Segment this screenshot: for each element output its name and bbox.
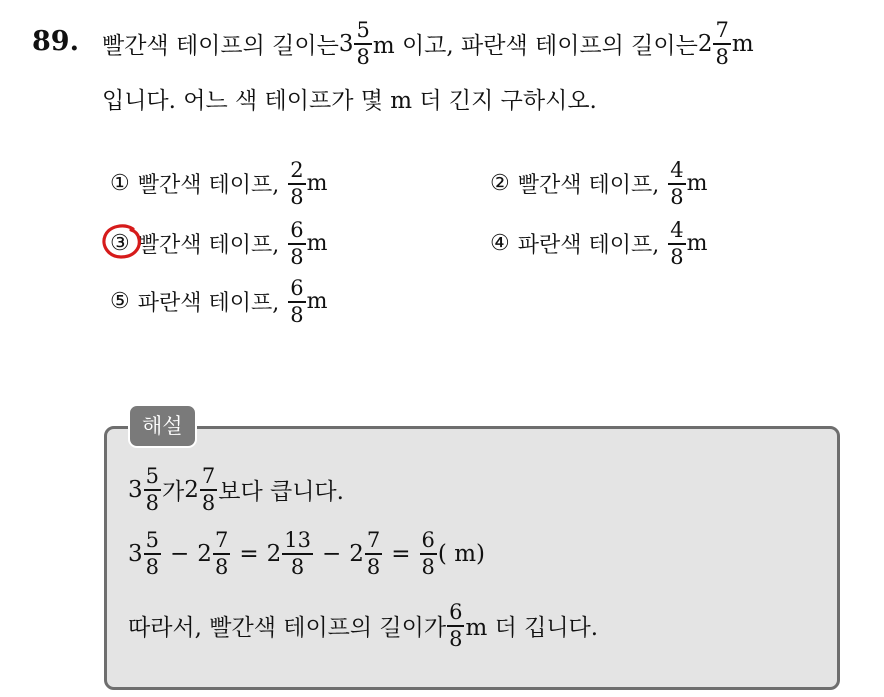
option-marker: ④	[490, 231, 510, 257]
option-fraction	[288, 220, 305, 268]
denominator: 8	[290, 554, 305, 579]
mixed-fraction	[365, 530, 382, 578]
solution-line-2	[128, 530, 485, 578]
numerator: 7	[214, 528, 229, 552]
result-fraction	[420, 530, 437, 578]
denominator: 8	[356, 44, 370, 69]
option-unit: m	[686, 171, 708, 197]
option-label: 파란색 테이프,	[137, 291, 280, 317]
numerator: 6	[290, 218, 304, 242]
option-unit: m	[306, 289, 328, 315]
denominator: 8	[715, 44, 729, 69]
option-fraction	[668, 220, 685, 268]
numerator: 5	[145, 464, 160, 488]
numerator: 6	[290, 276, 304, 300]
numerator: 7	[201, 464, 216, 488]
minus-sign: −	[321, 540, 342, 567]
option-label: 파란색 테이프,	[517, 233, 660, 259]
mixed-fraction	[144, 466, 161, 514]
answer-circle-mark	[100, 222, 146, 262]
denominator: 8	[421, 554, 435, 579]
red-length-whole: 3	[338, 30, 354, 57]
mixed-fraction	[213, 530, 230, 578]
option-unit: m	[306, 171, 328, 197]
numerator: 13	[284, 528, 311, 552]
option-label: 빨간색 테이프,	[517, 173, 660, 199]
mixed-whole: 2	[197, 540, 212, 567]
option-marker: ③	[110, 231, 130, 257]
option-label: 빨간색 테이프,	[137, 233, 280, 259]
option-fraction	[288, 160, 305, 208]
solution-tag: 해설	[128, 404, 197, 448]
mixed-whole: 3	[128, 540, 143, 567]
mixed-whole: 2	[349, 540, 364, 567]
numerator: 4	[670, 218, 684, 242]
question-text: m 이고, 파란색 테이프의 길이는	[372, 33, 698, 60]
equals-sign: =	[239, 540, 259, 567]
question-line-2: 입니다. 어느 색 테이프가 몇 m 더 긴지 구하시오.	[102, 88, 597, 114]
solution-line-3	[128, 602, 598, 650]
numerator: 7	[366, 528, 381, 552]
solution-text: 따라서, 빨간색 테이프의 길이가	[128, 615, 447, 642]
minus-sign: −	[170, 540, 190, 567]
option-2[interactable]	[490, 160, 707, 208]
mixed-whole: 2	[266, 540, 282, 567]
denominator: 8	[670, 244, 684, 269]
denominator: 8	[290, 184, 304, 209]
option-marker: ⑤	[110, 289, 130, 315]
mixed-whole: 3	[128, 476, 143, 503]
option-label: 빨간색 테이프,	[137, 173, 280, 199]
question-text: 빨간색 테이프의 길이는	[102, 33, 339, 60]
numerator: 5	[145, 528, 160, 552]
red-length-fraction	[354, 20, 371, 68]
denominator: 8	[449, 626, 463, 651]
denominator: 8	[366, 554, 381, 579]
numerator: 6	[421, 528, 435, 552]
option-1[interactable]	[110, 160, 327, 208]
denominator: 8	[290, 302, 304, 327]
solution-text: 가	[162, 479, 185, 506]
difference-fraction	[447, 602, 464, 650]
option-unit: m	[306, 231, 328, 257]
mixed-fraction	[200, 466, 217, 514]
solution-line-1	[128, 466, 344, 514]
numerator: 4	[670, 158, 684, 182]
option-4[interactable]	[490, 220, 707, 268]
numerator: 7	[715, 18, 729, 42]
option-fraction	[288, 278, 305, 326]
mixed-fraction	[144, 530, 161, 578]
denominator: 8	[145, 554, 160, 579]
blue-length-whole: 2	[697, 30, 713, 57]
option-marker: ①	[110, 171, 130, 197]
solution-text: m 더 깁니다.	[465, 615, 599, 642]
denominator: 8	[670, 184, 684, 209]
question-unit: m	[731, 30, 754, 57]
question-line-1	[102, 20, 754, 68]
option-unit: m	[686, 231, 708, 257]
question-number: 89.	[32, 26, 79, 57]
denominator: 8	[201, 490, 216, 515]
numerator: 2	[290, 158, 304, 182]
unit-text: ( m)	[437, 540, 485, 567]
denominator: 8	[214, 554, 229, 579]
equals-sign: =	[391, 540, 411, 567]
mixed-fraction	[282, 530, 313, 578]
solution-text: 보다 큽니다.	[218, 479, 344, 506]
option-fraction	[668, 160, 685, 208]
denominator: 8	[145, 490, 160, 515]
numerator: 5	[356, 18, 370, 42]
denominator: 8	[290, 244, 304, 269]
option-marker: ②	[490, 171, 510, 197]
mixed-whole: 2	[184, 476, 199, 503]
option-5[interactable]	[110, 278, 327, 326]
numerator: 6	[449, 600, 463, 624]
blue-length-fraction	[713, 20, 730, 68]
